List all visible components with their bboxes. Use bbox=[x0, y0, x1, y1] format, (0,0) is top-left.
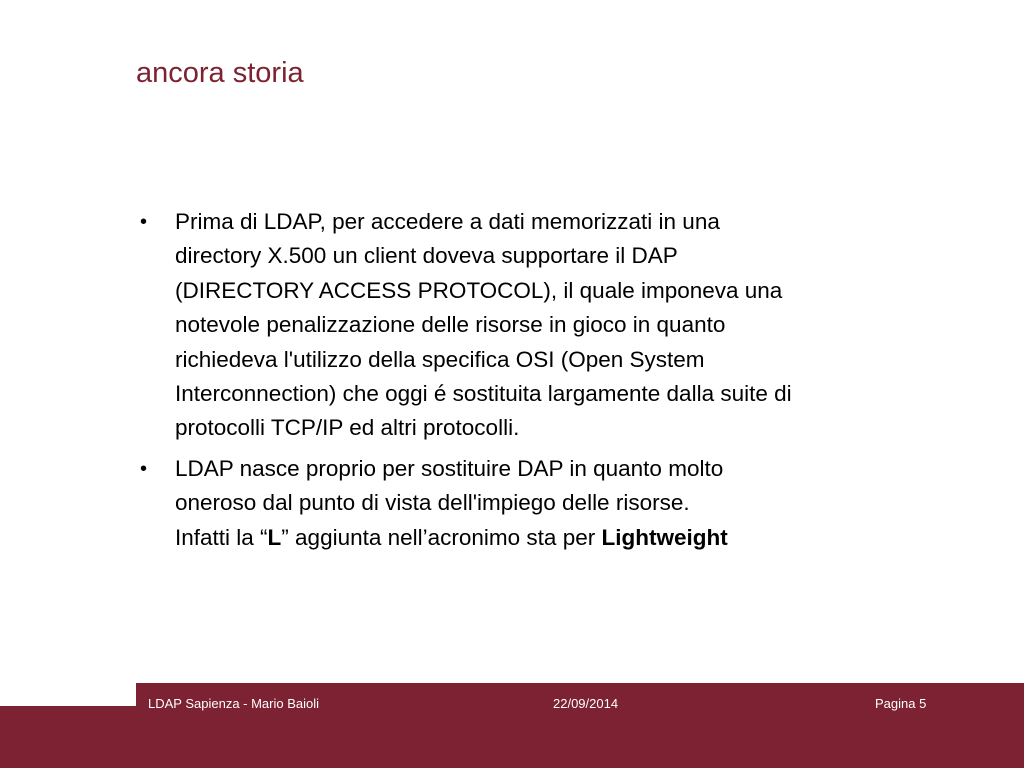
bold-word: Lightweight bbox=[601, 524, 728, 550]
bullet-text-line: notevole penalizzazione delle risorse in gioco in quanto bbox=[175, 312, 726, 338]
bullet-list bbox=[140, 205, 970, 561]
bold-letter: L bbox=[267, 524, 282, 550]
bullet-text-line: (DIRECTORY ACCESS PROTOCOL), il quale imponeva una bbox=[175, 277, 783, 303]
bullet-text-line: Interconnection) che oggi é sostituita largamente dalla suite di bbox=[175, 381, 792, 407]
footer-author: LDAP Sapienza - Mario Baioli bbox=[148, 696, 320, 711]
text-fragment: ” aggiunta nell’acronimo sta per bbox=[281, 524, 602, 550]
bullet-item bbox=[140, 205, 970, 446]
bullet-text-line: oneroso dal punto di vista dell'impiego delle risorse. bbox=[175, 490, 690, 516]
slide-title: ancora storia bbox=[136, 57, 304, 89]
bullet-marker-icon: • bbox=[140, 457, 148, 480]
bullet-text-line: Prima di LDAP, per accedere a dati memorizzati in una bbox=[175, 209, 720, 234]
footer-page-number: Pagina 5 bbox=[875, 696, 927, 711]
bullet-marker-icon: • bbox=[140, 211, 148, 233]
bullet-text-line: directory X.500 un client doveva supportare il DAP bbox=[175, 243, 678, 269]
bullet-text-line: protocolli TCP/IP ed altri protocolli. bbox=[175, 415, 520, 441]
bullet-text-line: LDAP nasce proprio per sostituire DAP in quanto molto bbox=[175, 455, 724, 481]
bullet-item bbox=[140, 452, 970, 555]
bullet-text-line-emphasis bbox=[175, 521, 970, 555]
text-fragment: Infatti la “ bbox=[175, 524, 268, 550]
footer-date: 22/09/2014 bbox=[553, 696, 619, 711]
bullet-text-line: richiedeva l'utilizzo della specifica OSI (Open System bbox=[175, 346, 705, 372]
